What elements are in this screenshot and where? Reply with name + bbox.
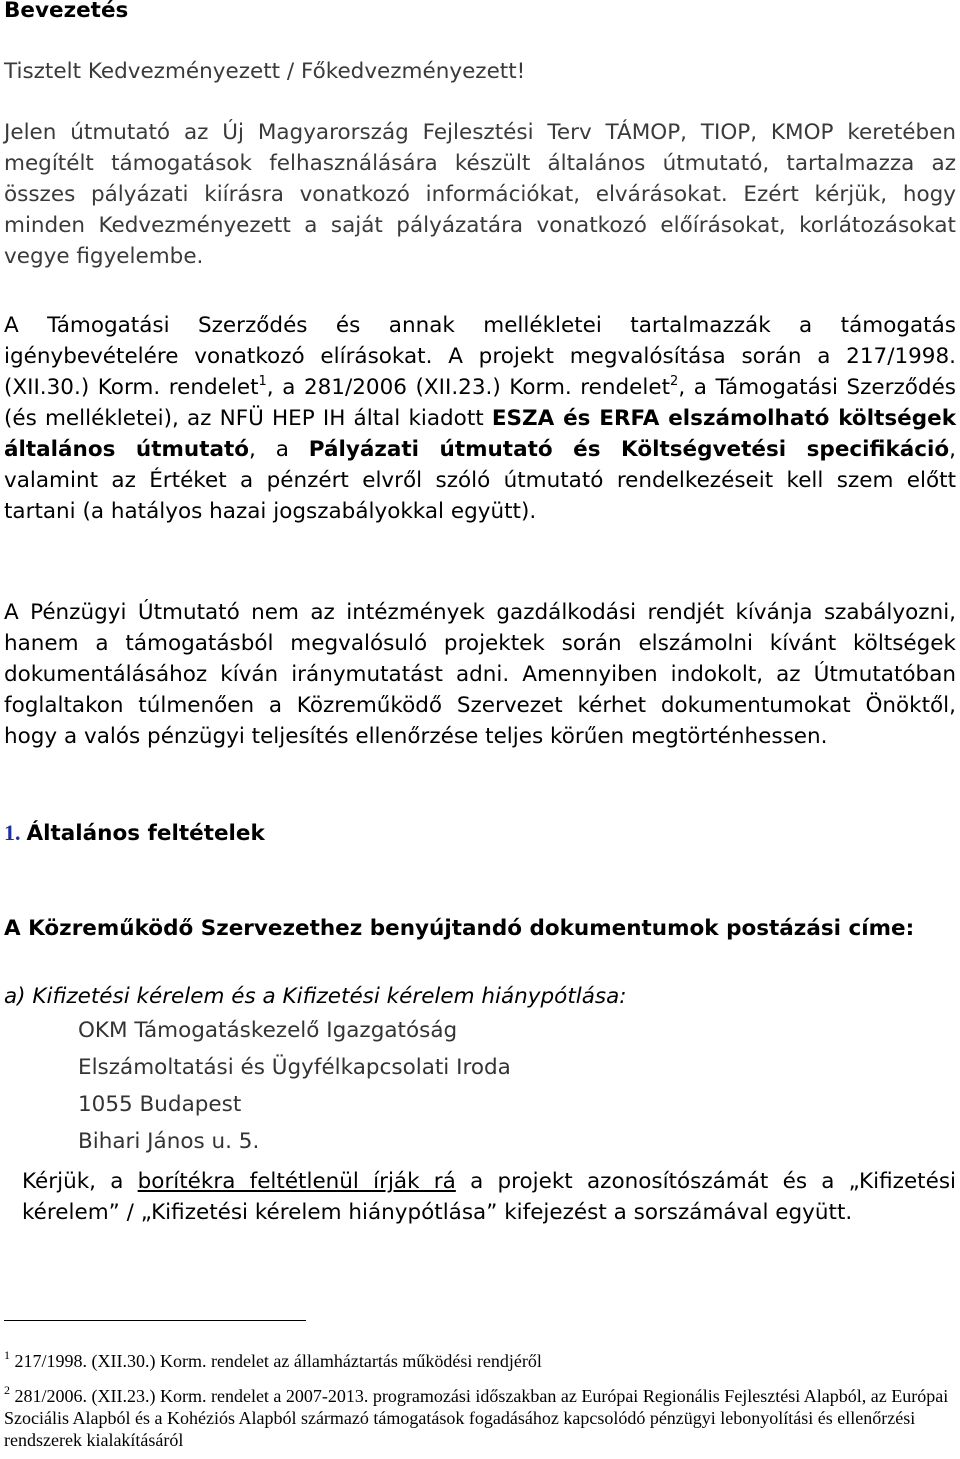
section-heading [4, 820, 265, 846]
address-line-1: OKM Támogatáskezelő Igazgatóság [78, 1018, 458, 1043]
contract-bold-2: Pályázati útmutató és Költségvetési specifikáció [308, 437, 950, 462]
address-line-4: Bihari János u. 5. [78, 1129, 260, 1154]
section-number: 1. [4, 820, 21, 845]
address-line-2: Elszámoltatási és Ügyfélkapcsolati Iroda [78, 1055, 511, 1080]
contract-paragraph [4, 310, 956, 527]
footnote-ref-1: 1 [258, 374, 267, 389]
contract-text-a: A Támogatási Szerződés és annak mellékletei tartalmazzák a támogatás igénybevételére vonatkozó elírásokat. A projekt megvalósítása során a 217/1998. (XII.30.) Korm. rendelet [4, 313, 956, 400]
footnote-1 [4, 1350, 956, 1372]
item-a: a) Kifizetési kérelem és a Kifizetési kérelem hiánypótlása: [4, 984, 627, 1009]
contract-text-c: , a Támogatási Szerződés (és mellékletei), az NFÜ HEP IH által kiadott [4, 375, 957, 431]
contract-bold-1: ESZA és ERFA elszámolható költségek általános útmutató [4, 406, 956, 462]
envelope-request [22, 1166, 956, 1228]
request-text-b: a projekt azonosítószámát és a „Kifizetési kérelem” / „Kifizetési kérelem hiánypótlása” kifejezést a sorszámával együtt. [22, 1169, 957, 1225]
guide-paragraph: A Pénzügyi Útmutató nem az intézmények gazdálkodási rendjét kívánja szabályozni, hanem a támogatásból megvalósuló projektek során elszámolni kívánt költségek dokumentálásához kíván iránymutatást adni. Amennyiben indokolt, az Útmutatóban foglaltakon túlmenően a Közreműködő Szervezet kérhet dokumentumokat Önöktől, hogy a valós pénzügyi teljesítés ellenőrzése teljes körűen megtörténhessen. [4, 600, 956, 749]
request-underlined: borítékra feltétlenül írják rá [137, 1169, 456, 1194]
intro-paragraph: Jelen útmutató az Új Magyarország Fejlesztési Terv TÁMOP, TIOP, KMOP keretében megítélt támogatások felhasználására készült általános útmutató, tartalmazza az összes pályázati kiírásra vonatkozó információkat, elvárásokat. Ezért kérjük, hogy minden Kedvezményezett a saját pályázatára vonatkozó előírásokat, korlátozásokat vegye figyelembe. [4, 120, 956, 269]
mailing-subheading: A Közreműködő Szervezethez benyújtandó dokumentumok postázási címe: [4, 916, 915, 941]
footnote-2-mark: 2 [4, 1383, 10, 1397]
footnote-separator [4, 1320, 306, 1321]
footnote-ref-2: 2 [670, 374, 679, 389]
page-heading: Bevezetés [4, 0, 129, 23]
contract-text-e: , valamint az Értéket a pénzért elvről szóló útmutató rendelkezéseit kell szem előtt tartani (a hatályos hazai jogszabályokkal együtt). [4, 437, 956, 524]
contract-text-b: , a 281/2006 (XII.23.) Korm. rendelet [266, 375, 671, 400]
contract-text-d: , a [249, 437, 309, 462]
footnote-1-text: 217/1998. (XII.30.) Korm. rendelet az államháztartás működési rendjéről [10, 1351, 542, 1371]
footnote-1-mark: 1 [4, 1348, 10, 1362]
greeting: Tisztelt Kedvezményezett / Főkedvezményezett! [4, 59, 526, 84]
footnote-2 [4, 1385, 956, 1451]
address-line-3: 1055 Budapest [78, 1092, 242, 1117]
request-text-a: Kérjük, a [22, 1169, 138, 1194]
section-title: Általános feltételek [26, 821, 265, 846]
footnote-2-text: 281/2006. (XII.23.) Korm. rendelet a 2007-2013. programozási időszakban az Európai Regionális Fejlesztési Alapból, az Európai Szociális Alapból és a Kohéziós Alapból származó támogatások fogadásához kapcsolódó pénzügyi lebonyolítási és ellenőrzési rendszerek kialakításáról [4, 1386, 949, 1450]
